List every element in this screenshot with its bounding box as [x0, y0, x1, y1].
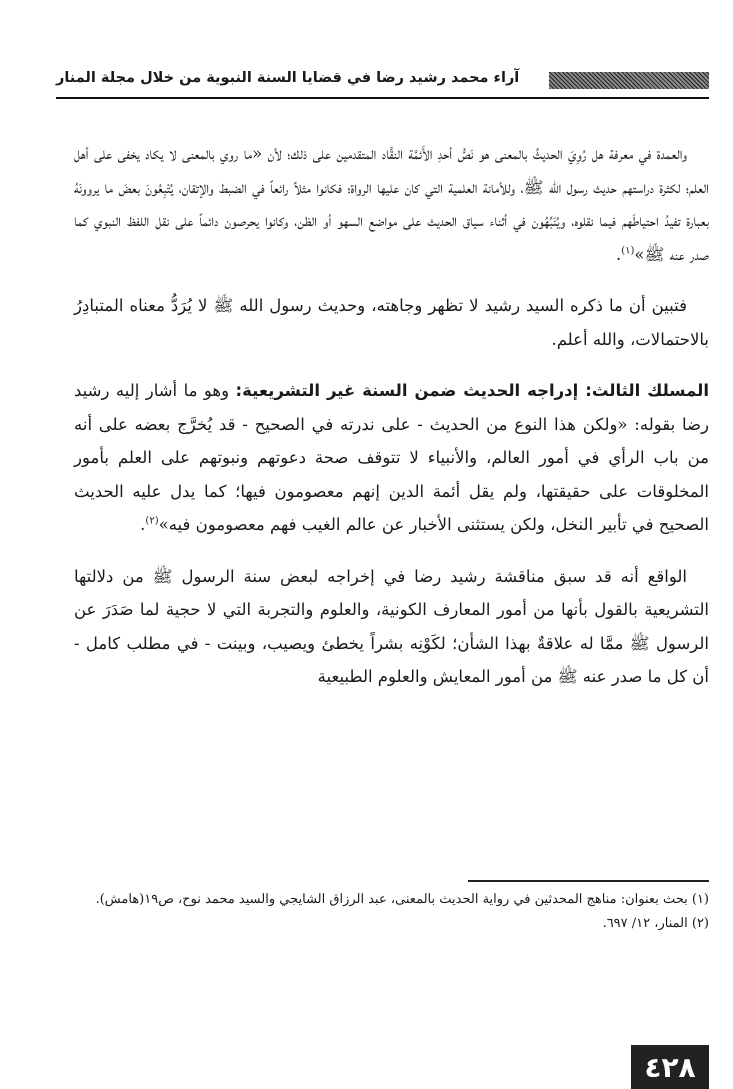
- paragraph-text: والعمدة في معرفة هل رُوِيَ الحديثُ بالمعنى هو نَصُّ أحدِ الأَئمَّة النقَّاد المتقدمين على ذلك؛ لأن «ما روي بالمعنى لا يكاد يخفى على أهل العلم؛ لكثرة دراستهم حديث رسول الله ﷺ، وللأمانة العلمية التي كان عليها الرواة؛ فكانوا مثلاً رائعاً في الضبط والإتقان، يُتْبِعُونَ بعضَ ما يروونَهُ بعبارة تفيدُ احتياطَهم فيما نقلوه، ويُنَبِّهُون في أثناء سياق الحديث على مواضع السهو أو الظن، وكانوا يحرصون دائماً على نقل اللفظ النبوي كما صدر عنه ﷺ»: [74, 144, 709, 264]
- paragraph-text: فتبين أن ما ذكره السيد رشيد لا تظهر وجاهته، وحديث رسول الله ﷺ لا يُرَدُّ معناه المتبادِرُ بالاحتمالات، والله أعلم.: [74, 296, 709, 349]
- paragraph-2: [74, 289, 709, 356]
- footnote-ref: (١): [621, 245, 635, 256]
- footnote-rule: [468, 880, 709, 882]
- paragraph-4: [74, 560, 709, 694]
- running-header: [56, 68, 709, 94]
- paragraph-tail: .: [140, 515, 146, 534]
- running-header-title: آراء محمد رشيد رضا في قضايا السنة النبوية من خلال مجلة المنار: [56, 70, 520, 86]
- body-text: [74, 137, 709, 712]
- paragraph-3: [74, 374, 709, 542]
- page-number: ٤٢٨: [631, 1045, 709, 1089]
- footnote-1: (١) بحث بعنوان: مناهج المحدثين في رواية الحديث بالمعنى، عبد الرزاق الشايجي والسيد محمد نوح، ص١٩(هامش).: [95, 892, 709, 907]
- footnotes: [74, 888, 709, 936]
- paragraph-text: وهو ما أشار إليه رشيد رضا بقوله: «ولكن هذا النوع من الحديث - على ندرته في الصحيح - قد يُخرَّج بعضه على أنه من باب الرأي في أمور العالم، والأنبياء لا تتوقف صحة دعوتهم ونبوتهم على العلم بأمور المخلوقات على حقيقتها، ولم يقل أئمة الدين إنهم معصومون فيها؛ كما يدل عليه الحديث الصحيح في تأبير النخل، ولكن يستثنى الأخبار عن عالم الغيب فهم معصومون فيه»: [74, 381, 709, 534]
- paragraph-text: الواقع أنه قد سبق مناقشة رشيد رضا في إخراجه لبعض سنة الرسول ﷺ من دلالتها التشريعية بالقول بأنها من أمور المعارف الكونية، والعلوم والتجربة التي لا حجية لما صَدَرَ عن الرسول ﷺ ممَّا له علاقةٌ بهذا الشأن؛ لكَوْنِه بشراً يخطئ ويصيب، وبينت - في مطلب كامل - أن كل ما صدر عنه ﷺ من أمور المعايش والعلوم الطبيعية: [74, 566, 709, 686]
- paragraph-1: [74, 137, 709, 271]
- paragraph-tail: .: [615, 244, 622, 264]
- section-heading: المسلك الثالث: إدراجه الحديث ضمن السنة غير التشريعية:: [235, 381, 710, 400]
- header-rule: [56, 97, 709, 99]
- footnote-ref: (٢): [145, 515, 159, 527]
- header-decorative-bar: [549, 72, 709, 89]
- footnote-2: (٢) المنار، ١٢/ ٦٩٧.: [602, 916, 709, 931]
